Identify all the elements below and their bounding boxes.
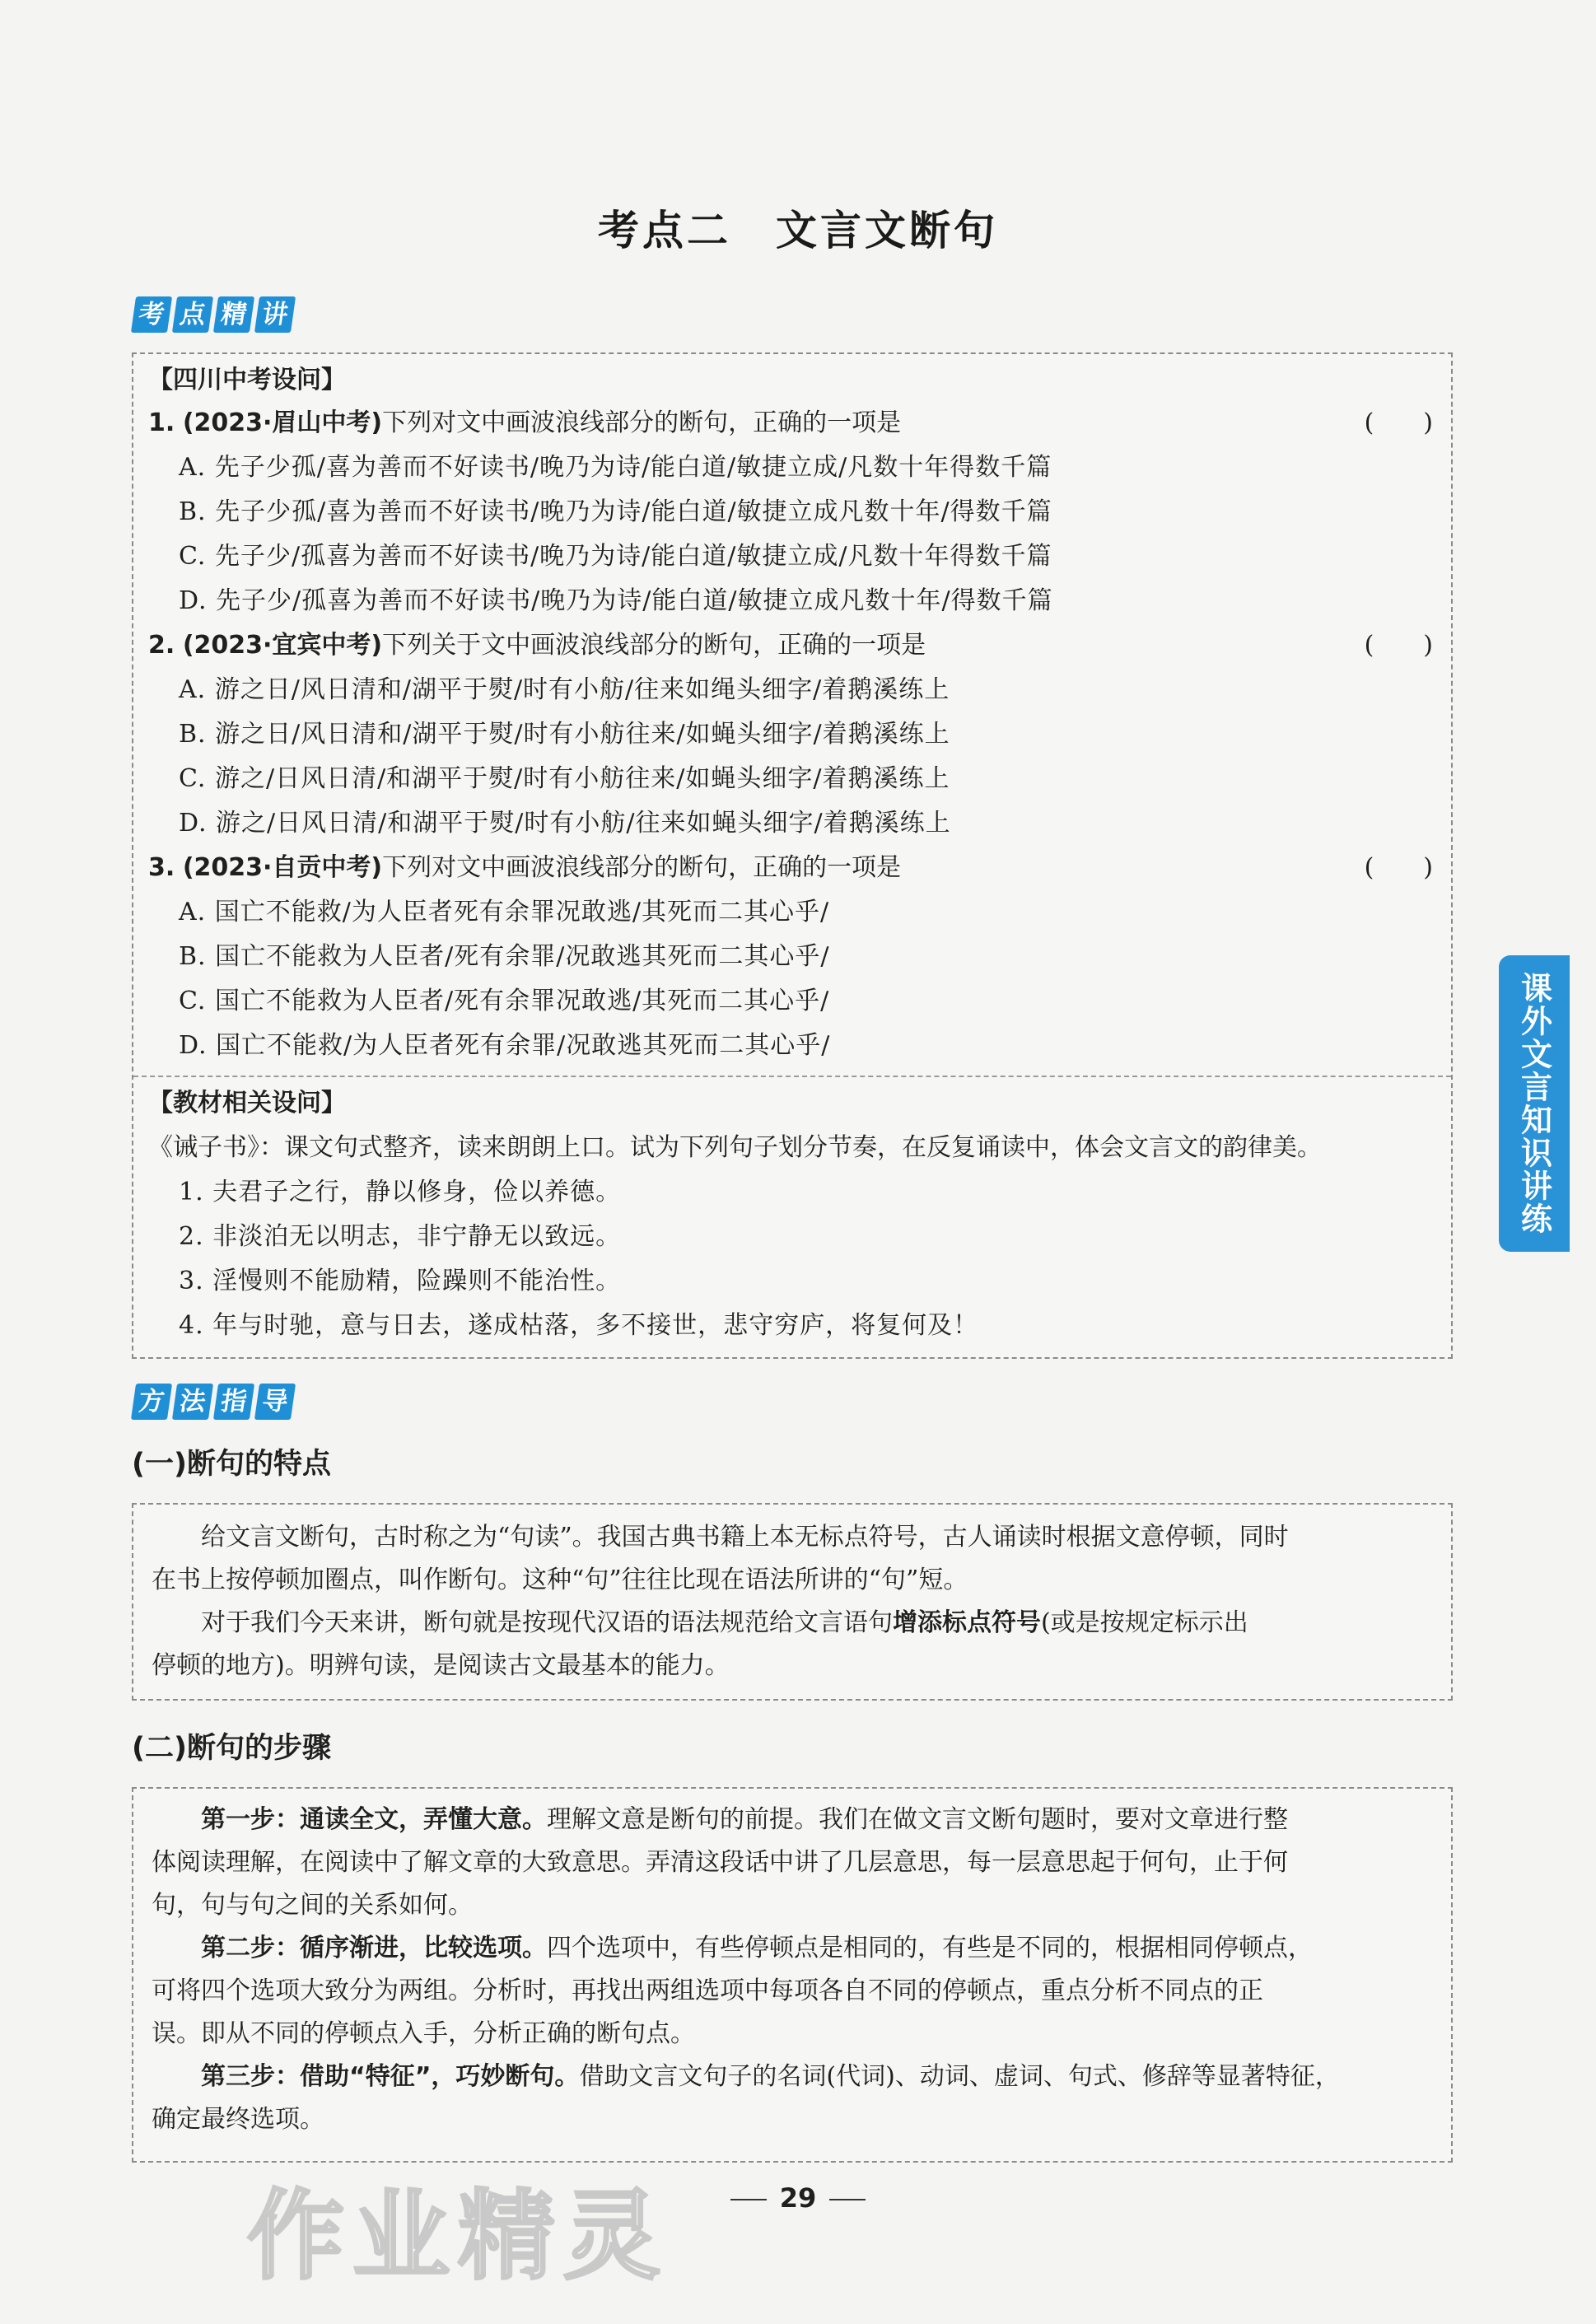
- badge-char: 考: [131, 296, 172, 333]
- question-2: 2. (2023·宜宾中考)下列关于文中画波浪线部分的断句，正确的一项是 ( ): [133, 629, 1451, 662]
- subheading-steps: (二)断句的步骤: [132, 1732, 331, 1765]
- question-1: 1. (2023·眉山中考)下列对文中画波浪线部分的断句，正确的一项是 ( ): [133, 407, 1451, 440]
- answer-paren: ( ): [1364, 631, 1433, 660]
- page-title: 考点二 文言文断句: [598, 207, 998, 254]
- section-badge-fangfa: [133, 1384, 293, 1420]
- steps-paragraph: 第一步：通读全文，弄懂大意。理解文意是断句的前提。我们在做文言文断句题时，要对文章进行整 体阅读理解，在阅读中了解文章的大致意思。弄清这段话中讲了几层意思，每一层意思起于何句，止于何 句，句与句之间的关系如何。 第二步：循序渐进，比较选项。四个选项中，有些停顿点是相同的，有些是不同的，根据相同停顿点， 可将四个选项大致分为两组。分析时，再找出两组选项中每项各自不同的停顿点，重点分析不同点的正 误。即从不同的停顿点入手，分析正确的断句点。 第三步：借助“特征”，巧妙断句。借助文言文句子的名词(代词)、动词、虚词、句式、修辞等显著特征， 确定最终选项。: [152, 1805, 1340, 2134]
- section-header-textbook: 【教材相关设问】: [148, 1089, 346, 1118]
- textbook-item: 1. 夫君子之行，静以修身，俭以养德。: [179, 1178, 622, 1206]
- option: B. 游之日/风日清和/湖平于熨/时有小舫往来/如蝇头细字/着鹅溪练上: [179, 720, 950, 749]
- option: B. 先子少孤/喜为善而不好读书/晚乃为诗/能白道/敏捷立成凡数十年/得数千篇: [179, 497, 1052, 526]
- option: C. 游之/日风日清/和湖平于熨/时有小舫往来/如蝇头细字/着鹅溪练上: [179, 764, 950, 793]
- option: D. 国亡不能救/为人臣者死有余罪/况敢逃其死而二其心乎/: [179, 1031, 831, 1060]
- section-header-sichuan: 【四川中考设问】: [148, 366, 346, 394]
- answer-paren: ( ): [1364, 408, 1433, 437]
- question-3: 3. (2023·自贡中考)下列对文中画波浪线部分的断句，正确的一项是 ( ): [133, 852, 1451, 884]
- question-box: [132, 352, 1453, 1359]
- badge-char: 法: [172, 1384, 213, 1420]
- answer-paren: ( ): [1364, 853, 1433, 882]
- page-number: 29: [0, 2182, 1596, 2214]
- option: A. 游之日/风日清和/湖平于熨/时有小舫/往来如绳头细字/着鹅溪练上: [179, 675, 950, 704]
- badge-char: 导: [254, 1384, 296, 1420]
- textbook-item: 2. 非淡泊无以明志，非宁静无以致远。: [179, 1222, 622, 1251]
- textbook-intro: 《诫子书》：课文句式整齐，读来朗朗上口。试为下列句子划分节奏，在反复诵读中，体会文言文的韵律美。: [148, 1133, 1322, 1162]
- option: C. 国亡不能救为人臣者/死有余罪况敢逃/其死而二其心乎/: [179, 987, 830, 1015]
- badge-char: 指: [213, 1384, 254, 1420]
- badge-char: 点: [172, 296, 213, 333]
- badge-char: 精: [213, 296, 254, 333]
- subheading-features: (一)断句的特点: [132, 1448, 331, 1481]
- textbook-item: 4. 年与时驰，意与日去，遂成枯落，多不接世，悲守穷庐，将复何及！: [179, 1311, 979, 1340]
- textbook-item: 3. 淫慢则不能励精，险躁则不能治性。: [179, 1267, 622, 1295]
- features-paragraph: 给文言文断句，古时称之为“句读”。我国古典书籍上本无标点符号，古人诵读时根据文意停顿，同时 在书上按停顿加圈点，叫作断句。这种“句”往往比现在语法所讲的“句”短。 对于我们今天来讲，断句就是按现代汉语的语法规范给文言语句增添标点符号(或是按规定标示出 停顿的地方)。明辨句读，是阅读古文最基本的能力。: [152, 1523, 1289, 1680]
- steps-box: [132, 1787, 1453, 2163]
- divider: [133, 1076, 1451, 1077]
- option: C. 先子少/孤喜为善而不好读书/晚乃为诗/能白道/敏捷立成/凡数十年得数千篇: [179, 542, 1052, 571]
- badge-char: 方: [131, 1384, 172, 1420]
- option: D. 先子少/孤喜为善而不好读书/晚乃为诗/能白道/敏捷立成凡数十年/得数千篇: [179, 586, 1053, 615]
- option: A. 先子少孤/喜为善而不好读书/晚乃为诗/能白道/敏捷立成/凡数十年得数千篇: [179, 453, 1052, 482]
- side-tab: [1499, 955, 1570, 1252]
- side-tab-label: 课外文言知识讲练: [1515, 972, 1552, 1235]
- watermark: 作业精灵: [247, 2179, 670, 2293]
- option: B. 国亡不能救为人臣者/死有余罪/况敢逃其死而二其心乎/: [179, 942, 830, 971]
- option: A. 国亡不能救/为人臣者死有余罪况敢逃/其死而二其心乎/: [179, 898, 830, 926]
- badge-char: 讲: [254, 296, 296, 333]
- features-box: [132, 1503, 1453, 1701]
- option: D. 游之/日风日清/和湖平于熨/时有小舫/往来如蝇头细字/着鹅溪练上: [179, 809, 951, 838]
- section-badge-kaodian: [133, 296, 293, 333]
